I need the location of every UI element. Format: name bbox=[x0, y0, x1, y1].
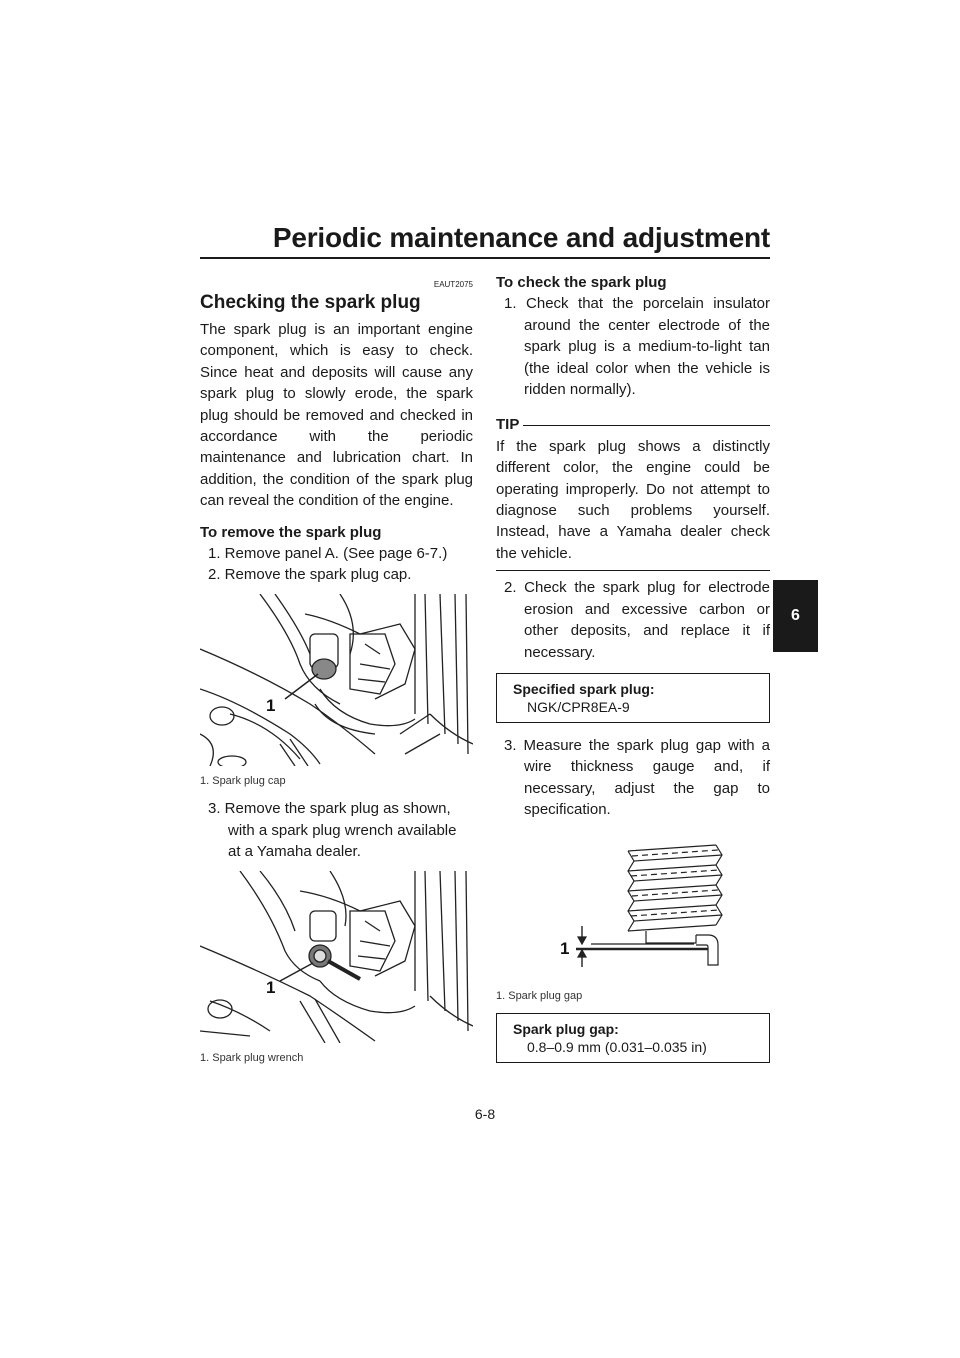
figure1-callout: 1 bbox=[266, 695, 276, 715]
remove-step-3: 3. Remove the spark plug as shown, with a spark plug wrench available at a Yamaha dealer. bbox=[208, 800, 457, 861]
spec-plug-value: NGK/CPR8EA-9 bbox=[527, 698, 630, 715]
left-column bbox=[200, 280, 473, 1065]
figure2-callout: 1 bbox=[266, 977, 276, 997]
check-step-2: 2. Check the spark plug for electrode erosion and excessive carbon or other deposits, and replace it if necessary. bbox=[504, 579, 770, 661]
tip-rule bbox=[523, 425, 770, 426]
spec-box-gap bbox=[496, 1013, 770, 1063]
spec-plug-label: Specified spark plug: bbox=[513, 680, 655, 697]
spark-plug-gap-illustration bbox=[496, 831, 770, 981]
tip-end-rule bbox=[496, 570, 770, 571]
figure-spark-plug-cap bbox=[200, 594, 473, 772]
figure3-callout: 1 bbox=[560, 938, 570, 958]
section-title: Checking the spark plug bbox=[200, 292, 421, 313]
check-step-3: 3. Measure the spark plug gap with a wire thickness gauge and, if necessary, adjust the gap to specification. bbox=[504, 736, 770, 819]
tip-header bbox=[496, 414, 770, 435]
spec-box-spark-plug bbox=[496, 673, 770, 723]
figure-spark-plug-wrench bbox=[200, 871, 473, 1049]
page-header-title: Periodic maintenance and adjustment bbox=[272, 222, 770, 253]
figure3-caption: 1. Spark plug gap bbox=[496, 989, 583, 1002]
check-heading: To check the spark plug bbox=[496, 274, 667, 291]
tip-label: TIP bbox=[496, 416, 520, 434]
figure2-caption: 1. Spark plug wrench bbox=[200, 1051, 304, 1064]
tip-text: If the spark plug shows a distinctly different color, the engine could be operating improperly. Do not attempt to diagnose such problems yourself. Instead, have a Yamaha dealer check the vehicle. bbox=[496, 437, 770, 562]
spec-gap-label: Spark plug gap: bbox=[513, 1020, 619, 1037]
spark-plug-cap-illustration bbox=[200, 594, 473, 766]
remove-step-2: 2. Remove the spark plug cap. bbox=[208, 566, 412, 584]
remove-step-1: 1. Remove panel A. (See page 6-7.) bbox=[208, 545, 448, 563]
chapter-tab[interactable]: 6 bbox=[773, 580, 818, 652]
figure1-caption: 1. Spark plug cap bbox=[200, 775, 286, 788]
remove-heading: To remove the spark plug bbox=[200, 523, 382, 541]
header-rule bbox=[200, 257, 770, 259]
right-column bbox=[496, 272, 770, 1075]
intro-paragraph: The spark plug is an important engine component, which is easy to check. Since heat and deposits will cause any spark plug to slowly erode, the spark plug should be removed and checked in accordance with the periodic maintenance and lubrication chart. In addition, the condition of the spark plug can reveal the condition of the engine. bbox=[200, 321, 473, 510]
reference-code: EAUT2075 bbox=[433, 280, 473, 289]
figure-spark-plug-gap bbox=[496, 831, 770, 987]
spec-gap-value: 0.8–0.9 mm (0.031–0.035 in) bbox=[527, 1038, 707, 1055]
check-step-1: 1. Check that the porcelain insulator around the center electrode of the spark plug is a medium-to-light tan (the ideal color when the vehicle is ridden normally). bbox=[504, 295, 770, 399]
page-number: 6-8 bbox=[474, 1106, 496, 1122]
spark-plug-wrench-illustration bbox=[200, 871, 473, 1043]
